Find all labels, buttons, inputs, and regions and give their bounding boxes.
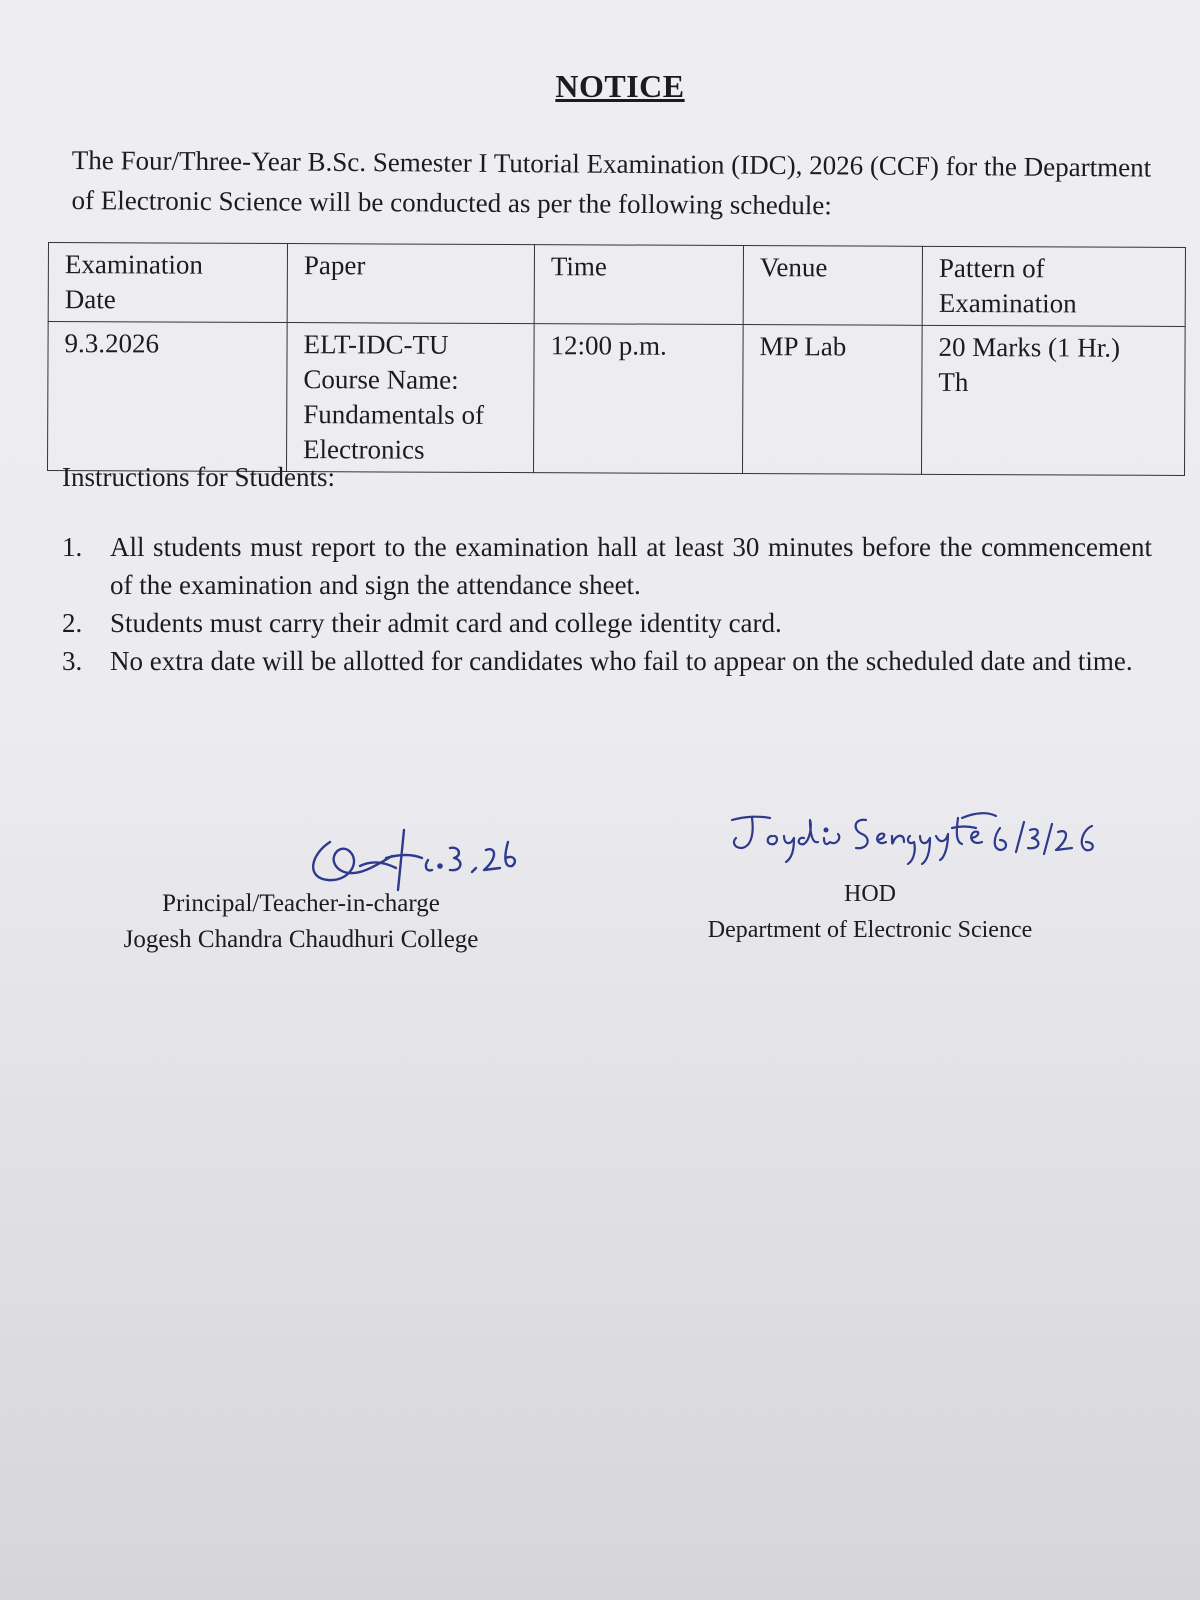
department-name: Department of Electronic Science xyxy=(707,917,1033,943)
principal-signature-block xyxy=(96,886,506,958)
hod-signature-block xyxy=(690,876,1050,948)
list-item: 2. Students must carry their admit card and college identity card. xyxy=(62,608,782,638)
principal-title: Principal/Teacher-in-charge xyxy=(162,890,440,917)
table-header-row xyxy=(48,243,1185,327)
college-name: Jogesh Chandra Chaudhuri College xyxy=(123,926,479,953)
header-pattern: Pattern of Examination xyxy=(922,246,1185,326)
list-item: 3. No extra date will be allotted for candidates who fail to appear on the scheduled date and time. xyxy=(62,646,1133,676)
cell-time: 12:00 p.m. xyxy=(533,324,743,474)
schedule-table xyxy=(47,242,1186,476)
header-time: Time xyxy=(534,245,743,325)
notice-intro: The Four/Three-Year B.Sc. Semester I Tutorial Examination (IDC), 2026 (CCF) for the Department of Electronic Science will be conducted as per the following schedule: xyxy=(71,144,1152,221)
table-row xyxy=(48,322,1186,476)
list-item: 1. All students must report to the examination hall at least 30 minutes before the commencement of the examination and sign the attendance sheet. xyxy=(62,532,1152,600)
hod-signature xyxy=(726,806,1106,886)
hod-title: HOD xyxy=(844,881,896,907)
notice-title: NOTICE xyxy=(555,68,685,104)
instructions-list xyxy=(62,528,1152,680)
instructions-heading: Instructions for Students: xyxy=(62,462,335,492)
header-venue: Venue xyxy=(743,246,922,326)
header-paper: Paper xyxy=(287,244,534,324)
cell-pattern: 20 Marks (1 Hr.) Th xyxy=(921,325,1185,475)
cell-venue: MP Lab xyxy=(742,325,922,475)
cell-paper: ELT-IDC-TU Course Name: Fundamentals of Electronics xyxy=(287,323,535,473)
cell-exam-date: 9.3.2026 xyxy=(48,322,288,472)
header-exam-date: Examination Date xyxy=(48,243,287,323)
